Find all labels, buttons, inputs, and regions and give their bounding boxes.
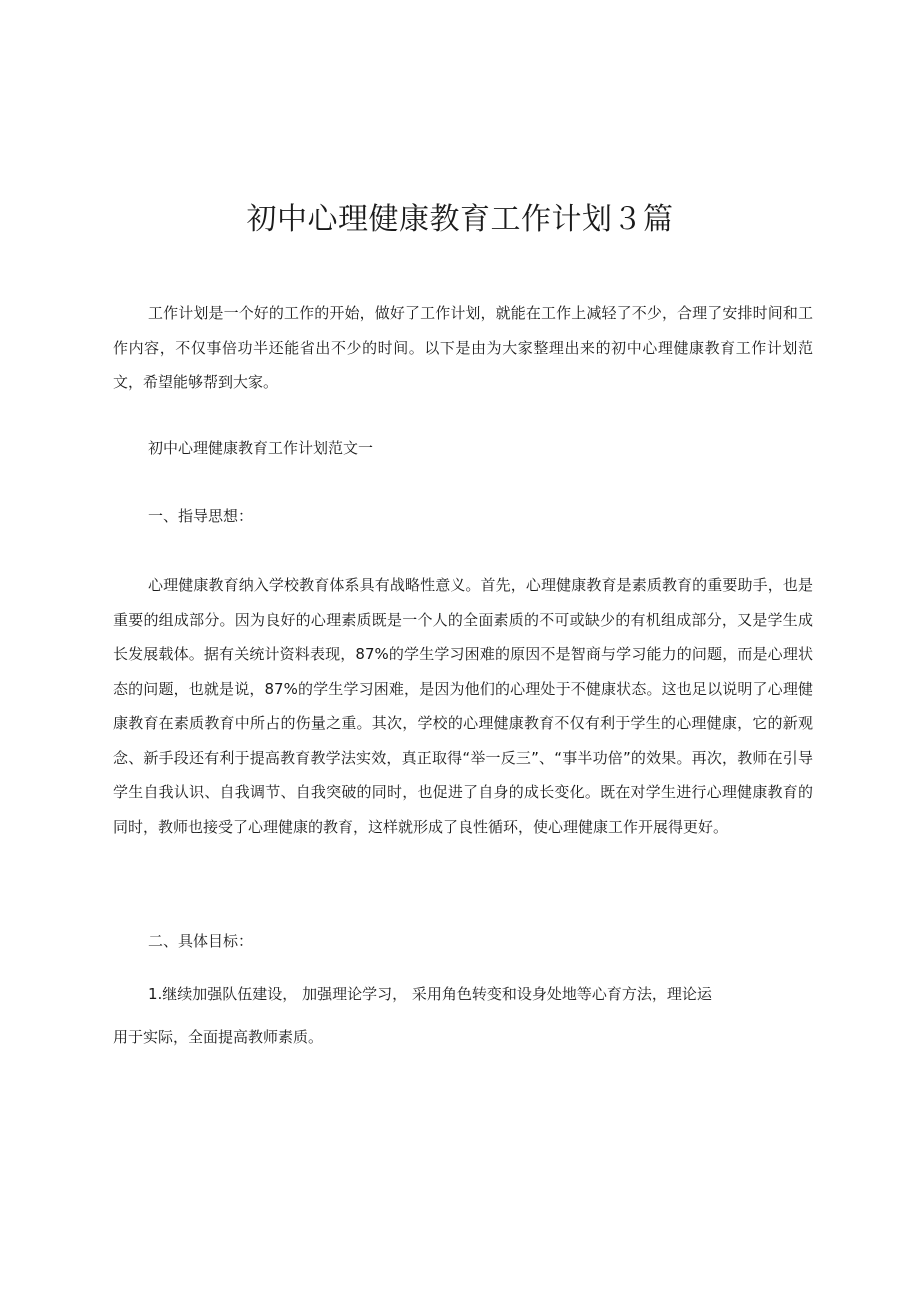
document-title: 初中心理健康教育工作计划３篇 bbox=[246, 202, 674, 237]
heading-specific-goals: 二、具体目标： bbox=[148, 932, 254, 950]
guiding-ideology-paragraph: 心理健康教育纳入学校教育体系具有战略性意义。首先，心理健康教育是素质教育的重要助手，也是重要的组成部分。因为良好的心理素质既是一个人的全面素质的不可或缺少的有机组成部分，又是学生成长发展载体。据有关统计资料表现，87%的学生学习困难的原因不是智商与学习能力的问题，而是心理状态的问题，也就是说，87%的学生学习困难，是因为他们的心理处于不健康状态。这也足以说明了心理健康教育在素质教育中所占的伤量之重。其次，学校的心理健康教育不仅有利于学生的心理健康，它的新观念、新手段还有利于提高教育教学法实效，真正取得“举一反三”、“事半功倍”的效果。再次，教师在引导学生自我认识、自我调节、自我突破的同时，也促进了自身的成长变化。既在对学生进行心理健康教育的同时，教师也接受了心理健康的教育，这样就形成了良性循环，使心理健康工作开展得更好。 bbox=[113, 576, 813, 836]
intro-paragraph: 工作计划是一个好的工作的开始，做好了工作计划，就能在工作上减轻了不少，合理了安排时间和工作内容，不仅事倍功半还能省出不少的时间。以下是由为大家整理出来的初中心理健康教育工作计划范文，希望能够帮到大家。 bbox=[113, 304, 813, 391]
heading-guiding-ideology: 一、指导思想： bbox=[148, 507, 254, 525]
section-title: 初中心理健康教育工作计划范文一 bbox=[148, 439, 374, 457]
goal-item-1-line-2: 用于实际，全面提高教师素质。 bbox=[113, 1028, 324, 1046]
goal-item-1-line-1: 1.继续加强队伍建设， 加强理论学习， 采用角色转变和设身处地等心育方法，理论运 bbox=[148, 985, 712, 1003]
